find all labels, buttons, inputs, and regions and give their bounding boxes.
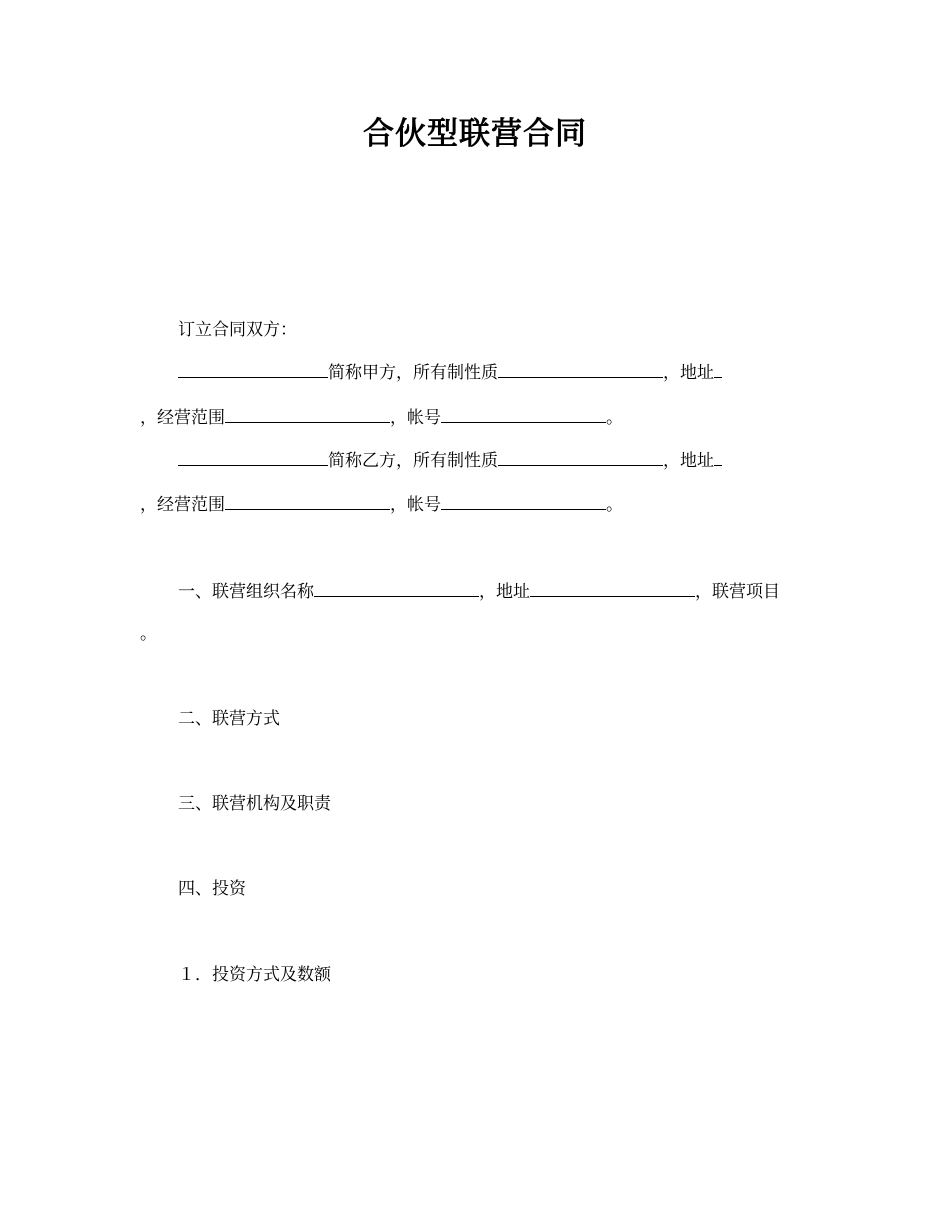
party-a-account-label: ，帐号	[390, 408, 441, 428]
party-a-ownership-blank[interactable]	[498, 360, 663, 378]
party-a-scope-blank[interactable]	[225, 405, 390, 423]
party-a-account-blank[interactable]	[441, 405, 606, 423]
article-3-heading	[178, 792, 331, 816]
party-b-scope-label: ，经营范围	[140, 495, 225, 515]
article-4-text: 四、投资	[178, 879, 246, 899]
party-b-address-blank[interactable]	[714, 448, 722, 466]
party-a-line-2	[140, 405, 623, 430]
party-b-abbr-text: 简称乙方，所有制性质	[328, 451, 498, 471]
party-b-address-label: ，地址	[663, 451, 714, 471]
party-a-abbr-text: 简称甲方，所有制性质	[328, 363, 498, 383]
article-3-text: 三、联营机构及职责	[178, 794, 331, 814]
article-1-address-label: ，地址	[479, 582, 530, 602]
page-title: 合伙型联营合同	[363, 116, 587, 152]
party-b-name-blank[interactable]	[178, 448, 328, 466]
party-a-address-blank[interactable]	[714, 360, 722, 378]
article-1-address-blank[interactable]	[530, 579, 695, 597]
article-2-heading	[178, 707, 280, 731]
article-2-text: 二、联营方式	[178, 709, 280, 729]
party-a-line-1	[178, 360, 722, 385]
party-b-line-1	[178, 448, 722, 473]
party-b-line-2	[140, 492, 623, 517]
item-1-text: １．投资方式及数额	[178, 965, 331, 985]
intro-line	[178, 318, 297, 342]
party-b-scope-blank[interactable]	[225, 492, 390, 510]
party-a-name-blank[interactable]	[178, 360, 328, 378]
article-4-heading	[178, 877, 246, 901]
party-b-account-blank[interactable]	[441, 492, 606, 510]
article-1-org-name-blank[interactable]	[314, 579, 479, 597]
party-a-scope-label: ，经营范围	[140, 408, 225, 428]
party-b-ownership-blank[interactable]	[498, 448, 663, 466]
party-a-end: 。	[606, 408, 623, 428]
party-b-account-label: ，帐号	[390, 495, 441, 515]
item-1-heading	[178, 963, 331, 987]
article-1-line-2	[140, 622, 157, 646]
intro-text: 订立合同双方：	[178, 320, 297, 340]
article-1-lead: 一、联营组织名称	[178, 582, 314, 602]
party-b-end: 。	[606, 495, 623, 515]
article-1-end: 。	[140, 624, 157, 644]
article-1-line-1	[178, 579, 780, 604]
party-a-address-label: ，地址	[663, 363, 714, 383]
article-1-project-label: ，联营项目	[695, 582, 780, 602]
